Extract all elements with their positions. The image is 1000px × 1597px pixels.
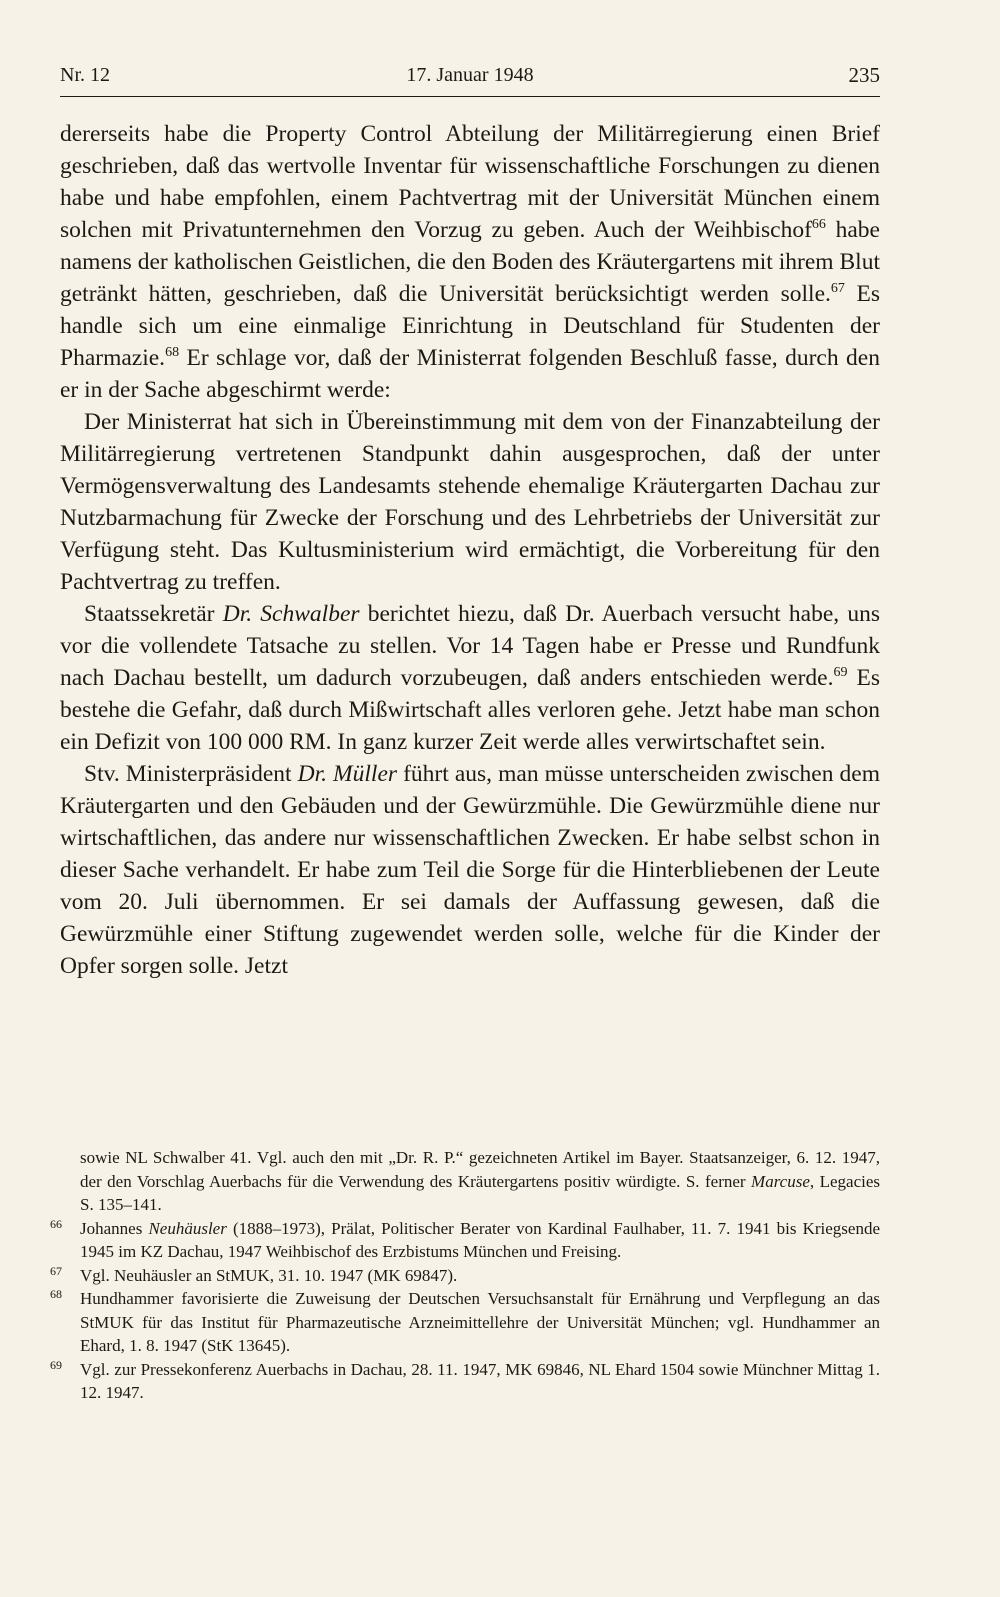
speaker-name: Dr. Müller xyxy=(297,761,398,787)
header-rule xyxy=(60,96,880,97)
text-run: habe namens der katholischen Geistlichen, die den Boden des Kräutergartens mit ihrem Blut getränkt hätten, geschrieben, daß die Universität berücksichtigt werden solle. xyxy=(60,217,880,307)
text-run: sowie NL Schwalber 41. Vgl. auch den mit „Dr. R. P.“ gezeichneten Artikel im Bayer. Staatsanzeiger, 6. 12. 1947, der den Vorschlag Auerbachs für die Verwendung des Kräutergartens positiv würdigte. S. ferner xyxy=(80,1148,880,1191)
footnotes xyxy=(50,1146,880,1405)
text-run: Vgl. Neuhäusler an StMUK, 31. 10. 1947 (MK 69847). xyxy=(80,1265,458,1285)
footnote-continuation xyxy=(80,1146,880,1217)
text-run: führt aus, man müsse unterscheiden zwischen dem Kräutergarten und den Gebäuden und der Gewürzmühle. Die Gewürzmühle diene nur wirtschaftlichen, das andere nur wissenschaftlichen Zwecken. Er habe selbst schon in dieser Sache verhandelt. Er habe zum Teil die Sorge für die Hinterbliebenen der Leute vom 20. Juli übernommen. Er sei damals der Auffassung gewesen, daß die Gewürzmühle einer Stiftung zugewendet werden solle, welche für die Kinder der Opfer sorgen solle. Jetzt xyxy=(60,761,880,979)
paragraph-3 xyxy=(60,598,880,758)
paragraph-resolution: Der Ministerrat hat sich in Übereinstimmung mit dem von der Finanzabteilung der Militärregierung vertretenen Standpunkt dahin ausgesprochen, daß der unter Vermögensverwaltung des Landesamts stehende ehemalige Kräutergarten Dachau zur Nutzbarmachung für Zwecke der Forschung und des Lehrbetriebs der Universität zur Verfügung steht. Das Kultusministerium wird ermächtigt, die Vorbereitung für den Pachtvertrag zu treffen. xyxy=(60,409,880,595)
footnote-number: 66 xyxy=(50,1216,62,1231)
person-name: Neuhäusler xyxy=(148,1218,227,1238)
cited-author: Marcuse xyxy=(751,1171,810,1191)
text-run: Es handle sich um eine einmalige Einrichtung in Deutschland für Studenten der Pharmazie. xyxy=(60,281,881,371)
footnote-ref-66: 66 xyxy=(811,217,826,232)
issue-number: Nr. 12 xyxy=(60,64,110,86)
text-run: , Legacies S. 135–141. xyxy=(80,1171,880,1214)
paragraph-4 xyxy=(60,758,880,982)
footnote-ref-68: 68 xyxy=(165,345,180,360)
header-date: 17. Januar 1948 xyxy=(406,64,534,86)
footnote-number: 69 xyxy=(50,1357,62,1372)
text-run: Hundhammer favorisierte die Zuweisung der Deutschen Versuchsanstalt für Ernährung und Verpflegung an das StMUK für das Institut für Pharmazeutische Arzneimittellehre der Universität München; vgl. Hundhammer an Ehard, 1. 8. 1947 (StK 13645). xyxy=(80,1289,880,1355)
text-run: Es bestehe die Gefahr, daß durch Mißwirtschaft alles verloren gehe. Jetzt habe man schon ein Defizit von 100 000 RM. In ganz kurzer Zeit werde alles verwirtschaftet sein. xyxy=(60,665,880,755)
footnote-ref-69: 69 xyxy=(833,665,848,680)
footnote-67 xyxy=(50,1263,880,1288)
running-header xyxy=(60,60,880,90)
text-run: dererseits habe die Property Control Abteilung der Militärregierung einen Brief geschrieben, daß das wertvolle Inventar für wissenschaftliche Forschungen zu dienen habe und habe empfohlen, einem Pachtvertrag mit der Universität München einem solchen mit Privatunternehmen den Vorzug zu geben. Auch der Weihbischof xyxy=(60,121,880,243)
text-run: berichtet hiezu, daß Dr. Auerbach versucht habe, uns vor die vollendete Tatsache zu stellen. Vor 14 Tagen habe er Presse und Rundfunk nach Dachau bestellt, um dadurch vorzubeugen, daß anders entschieden werde. xyxy=(60,601,880,691)
text-run: Er schlage vor, daß der Ministerrat folgenden Beschluß fasse, durch den er in der Sache abgeschirmt werde: xyxy=(60,345,880,403)
body-text xyxy=(60,118,880,982)
footnote-number: 68 xyxy=(50,1287,62,1301)
footnote-number: 67 xyxy=(50,1263,62,1278)
text-run: Stv. Ministerpräsident xyxy=(84,761,298,787)
text-run: Staatssekretär xyxy=(84,601,223,627)
footnote-66 xyxy=(50,1216,880,1264)
text-run: (1888–1973), Prälat, Politischer Berater von Kardinal Faulhaber, 11. 7. 1941 bis Kriegsende 1945 im KZ Dachau, 1947 Weihbischof des Erzbistums München und Freising. xyxy=(80,1218,880,1261)
footnote-68 xyxy=(50,1287,880,1358)
footnote-ref-67: 67 xyxy=(830,281,845,296)
speaker-name: Dr. Schwalber xyxy=(222,601,360,627)
page-number: 235 xyxy=(848,63,880,87)
footnote-69 xyxy=(50,1357,880,1405)
text-run: Johannes xyxy=(80,1218,149,1238)
paragraph-1 xyxy=(60,118,880,406)
text-run: Vgl. zur Pressekonferenz Auerbachs in Dachau, 28. 11. 1947, MK 69846, NL Ehard 1504 sowie Münchner Mittag 1. 12. 1947. xyxy=(80,1359,880,1402)
